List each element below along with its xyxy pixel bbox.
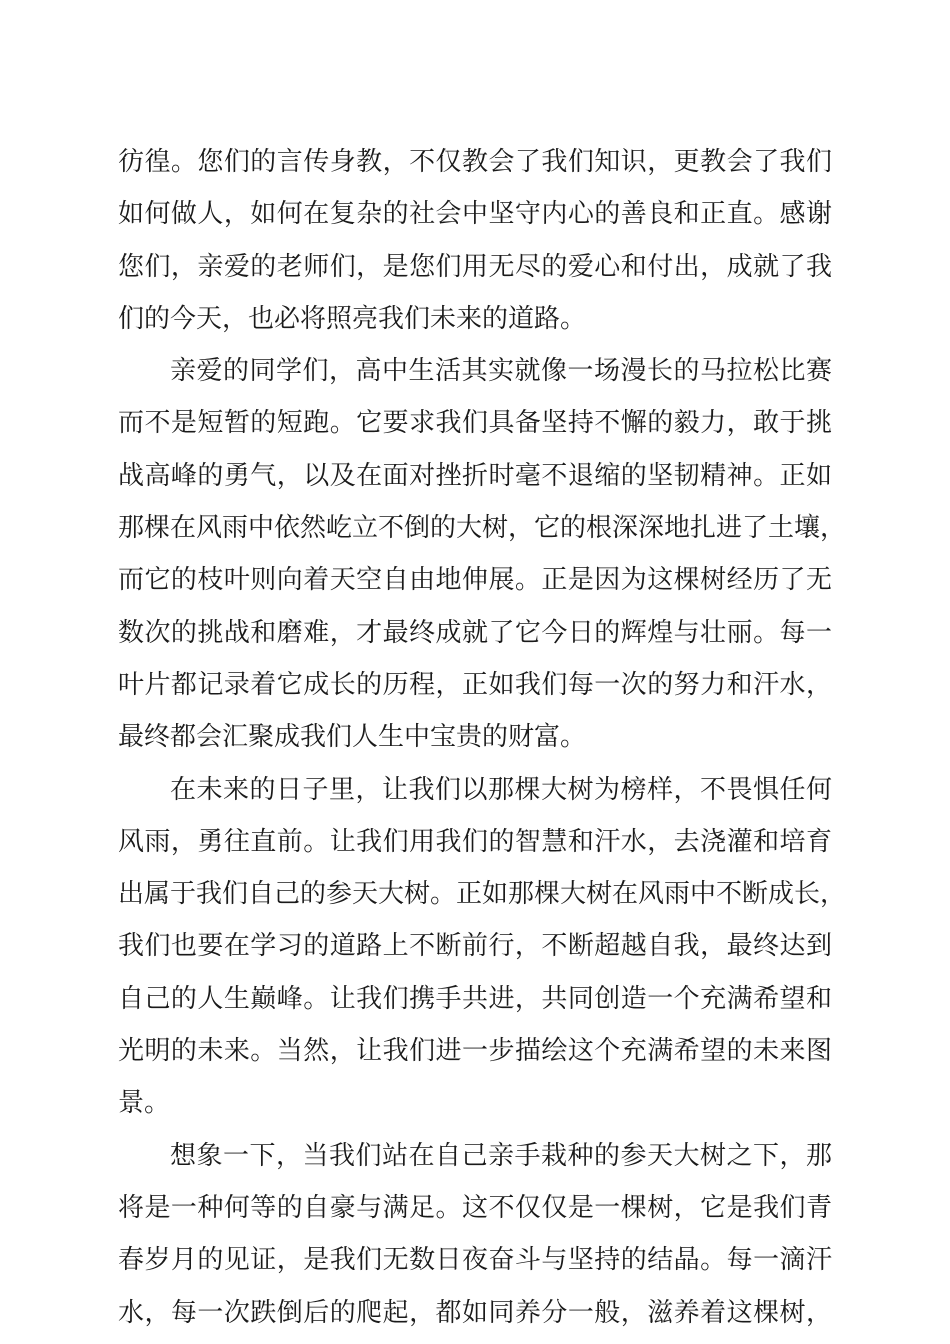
text-line: 在未来的日子里，让我们以那棵大树为榜样，不畏惧任何: [170, 774, 832, 805]
text-line: 风雨，勇往直前。让我们用我们的智慧和汗水，去浇灌和培育: [118, 826, 832, 857]
text-line: 最终都会汇聚成我们人生中宝贵的财富。: [118, 722, 587, 753]
paragraph: [118, 345, 847, 763]
text-line: 将是一种何等的自豪与满足。这不仅仅是一棵树，它是我们青: [118, 1192, 832, 1223]
paragraph: [118, 136, 832, 345]
text-line: 想象一下，当我们站在自己亲手栽种的参天大树之下，那: [170, 1140, 832, 1171]
text-line: 我们也要在学习的道路上不断前行，不断超越自我，最终达到: [118, 931, 832, 962]
body-text: [118, 136, 847, 1339]
text-line: 春岁月的见证，是我们无数日夜奋斗与坚持的结晶。每一滴汗: [118, 1245, 832, 1276]
text-line: 自己的人生巅峰。让我们携手共进，共同创造一个充满希望和: [118, 983, 832, 1014]
text-line: 您们，亲爱的老师们，是您们用无尽的爱心和付出，成就了我: [118, 251, 832, 282]
text-line: 光明的未来。当然，让我们进一步描绘这个充满希望的未来图: [118, 1036, 832, 1067]
text-line: 水，每一次跌倒后的爬起，都如同养分一般，滋养着这棵树，: [118, 1297, 832, 1328]
text-line: 那棵在风雨中依然屹立不倒的大树，它的根深深地扎进了土壤，: [118, 513, 847, 544]
paragraph: [118, 764, 847, 1130]
text-line: 而不是短暂的短跑。它要求我们具备坚持不懈的毅力，敢于挑: [118, 408, 832, 439]
text-line: 彷徨。您们的言传身教，不仅教会了我们知识，更教会了我们: [118, 147, 832, 177]
text-line: 如何做人，如何在复杂的社会中坚守内心的善良和正直。感谢: [118, 199, 832, 230]
text-line: 们的今天，也必将照亮我们未来的道路。: [118, 303, 587, 334]
paragraph: [118, 1130, 832, 1339]
text-line: 而它的枝叶则向着天空自由地伸展。正是因为这棵树经历了无: [118, 565, 832, 596]
text-line: 景。: [118, 1088, 171, 1119]
text-line: 亲爱的同学们，高中生活其实就像一场漫长的马拉松比赛: [170, 356, 832, 387]
text-line: 战高峰的勇气，以及在面对挫折时毫不退缩的坚韧精神。正如: [118, 460, 832, 491]
text-line: 数次的挑战和磨难，才最终成就了它今日的辉煌与壮丽。每一: [118, 617, 832, 648]
text-line: 出属于我们自己的参天大树。正如那棵大树在风雨中不断成长，: [118, 879, 847, 910]
text-line: 叶片都记录着它成长的历程，正如我们每一次的努力和汗水，: [118, 669, 832, 700]
